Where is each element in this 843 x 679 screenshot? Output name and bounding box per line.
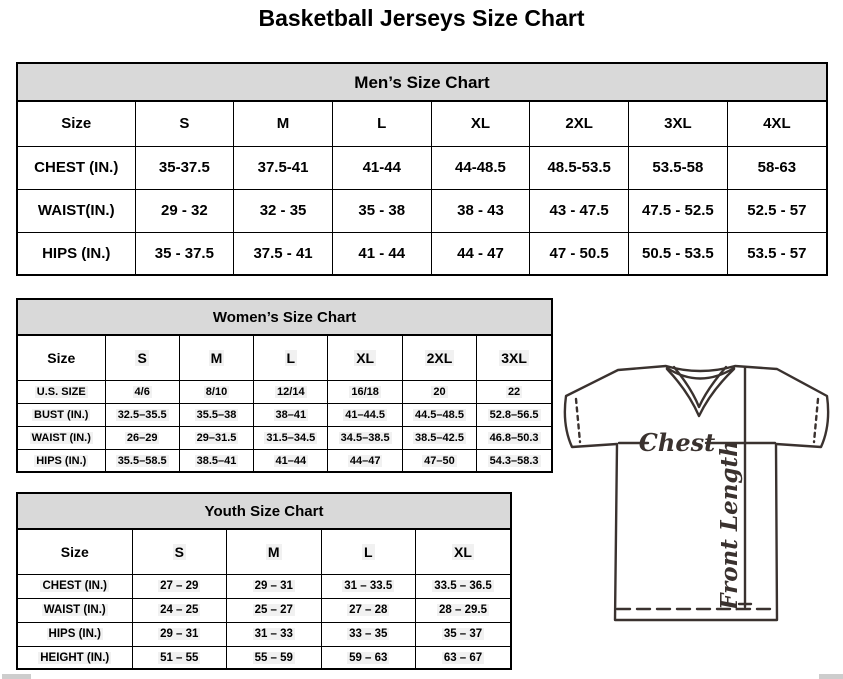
size-value-cell: 38.5–42.5 xyxy=(402,426,476,449)
column-header: 3XL xyxy=(629,102,728,146)
size-column-header: Size xyxy=(18,102,135,146)
size-value-cell: 63 – 67 xyxy=(416,646,511,670)
size-value-cell: 47.5 - 52.5 xyxy=(629,189,728,232)
header-row xyxy=(18,530,510,574)
size-value-cell: 35.5–38 xyxy=(179,403,253,426)
row-label: WAIST (IN.) xyxy=(18,598,132,622)
size-value-cell: 46.8–50.3 xyxy=(477,426,551,449)
column-header: S xyxy=(105,336,179,380)
row-label: U.S. SIZE xyxy=(18,380,105,403)
size-value-cell: 24 – 25 xyxy=(132,598,227,622)
size-value-cell: 41–44 xyxy=(254,449,328,472)
jersey-outline xyxy=(565,366,828,620)
column-header: M xyxy=(227,530,322,574)
size-value-cell: 25 – 27 xyxy=(227,598,322,622)
size-value-cell: 4/6 xyxy=(105,380,179,403)
size-value-cell: 47–50 xyxy=(402,449,476,472)
size-value-cell: 58-63 xyxy=(727,146,826,189)
size-value-cell: 22 xyxy=(477,380,551,403)
column-header: XL xyxy=(416,530,511,574)
size-value-cell: 44-48.5 xyxy=(431,146,530,189)
table-row xyxy=(18,403,551,426)
size-value-cell: 37.5-41 xyxy=(234,146,333,189)
table-row xyxy=(18,449,551,472)
row-label: HEIGHT (IN.) xyxy=(18,646,132,670)
size-value-cell: 35 - 38 xyxy=(332,189,431,232)
size-value-cell: 33 – 35 xyxy=(321,622,416,646)
size-value-cell: 35.5–58.5 xyxy=(105,449,179,472)
column-header: 3XL xyxy=(477,336,551,380)
table-row xyxy=(18,426,551,449)
size-value-cell: 59 – 63 xyxy=(321,646,416,670)
size-value-cell: 41–44.5 xyxy=(328,403,402,426)
size-value-cell: 12/14 xyxy=(254,380,328,403)
row-label: WAIST (IN.) xyxy=(18,426,105,449)
size-value-cell: 44–47 xyxy=(328,449,402,472)
table-row xyxy=(18,232,826,275)
table-row xyxy=(18,380,551,403)
womens-chart-title: Women’s Size Chart xyxy=(18,300,551,336)
size-value-cell: 38.5–41 xyxy=(179,449,253,472)
size-value-cell: 31.5–34.5 xyxy=(254,426,328,449)
size-value-cell: 32 - 35 xyxy=(234,189,333,232)
column-header: L xyxy=(332,102,431,146)
column-header: 2XL xyxy=(530,102,629,146)
size-value-cell: 35 – 37 xyxy=(416,622,511,646)
size-value-cell: 31 – 33.5 xyxy=(321,574,416,598)
size-value-cell: 53.5 - 57 xyxy=(727,232,826,275)
row-label: HIPS (IN.) xyxy=(18,622,132,646)
column-header: XL xyxy=(328,336,402,380)
size-value-cell: 52.8–56.5 xyxy=(477,403,551,426)
size-column-header: Size xyxy=(18,336,105,380)
chest-label: Chest xyxy=(638,428,716,457)
column-header: XL xyxy=(431,102,530,146)
womens-size-table xyxy=(18,336,551,472)
size-value-cell: 29 - 32 xyxy=(135,189,234,232)
scrollbar-fragment-left[interactable] xyxy=(2,674,31,679)
scrollbar-fragment-right[interactable] xyxy=(819,674,843,679)
size-value-cell: 55 – 59 xyxy=(227,646,322,670)
column-header: M xyxy=(234,102,333,146)
size-value-cell: 53.5-58 xyxy=(629,146,728,189)
table-row xyxy=(18,574,510,598)
size-value-cell: 38 - 43 xyxy=(431,189,530,232)
youth-size-chart xyxy=(16,492,512,670)
size-value-cell: 44 - 47 xyxy=(431,232,530,275)
row-label: BUST (IN.) xyxy=(18,403,105,426)
table-row xyxy=(18,146,826,189)
size-value-cell: 8/10 xyxy=(179,380,253,403)
row-label: HIPS (IN.) xyxy=(18,449,105,472)
mens-size-chart xyxy=(16,62,828,276)
size-value-cell: 41 - 44 xyxy=(332,232,431,275)
front-length-label: Front Length xyxy=(716,440,743,610)
table-row xyxy=(18,189,826,232)
size-value-cell: 32.5–35.5 xyxy=(105,403,179,426)
table-row xyxy=(18,622,510,646)
header-row xyxy=(18,336,551,380)
size-value-cell: 51 – 55 xyxy=(132,646,227,670)
size-value-cell: 37.5 - 41 xyxy=(234,232,333,275)
page-title: Basketball Jerseys Size Chart xyxy=(258,5,585,31)
column-header: L xyxy=(321,530,416,574)
size-value-cell: 29–31.5 xyxy=(179,426,253,449)
size-value-cell: 35 - 37.5 xyxy=(135,232,234,275)
table-row xyxy=(18,646,510,670)
column-header: S xyxy=(135,102,234,146)
size-value-cell: 50.5 - 53.5 xyxy=(629,232,728,275)
size-value-cell: 44.5–48.5 xyxy=(402,403,476,426)
size-value-cell: 29 – 31 xyxy=(227,574,322,598)
size-value-cell: 47 - 50.5 xyxy=(530,232,629,275)
mens-chart-title: Men’s Size Chart xyxy=(18,64,826,102)
size-value-cell: 34.5–38.5 xyxy=(328,426,402,449)
size-value-cell: 16/18 xyxy=(328,380,402,403)
size-value-cell: 35-37.5 xyxy=(135,146,234,189)
size-value-cell: 26–29 xyxy=(105,426,179,449)
column-header: 4XL xyxy=(727,102,826,146)
size-value-cell: 33.5 – 36.5 xyxy=(416,574,511,598)
size-value-cell: 54.3–58.3 xyxy=(477,449,551,472)
size-value-cell: 41-44 xyxy=(332,146,431,189)
youth-size-table xyxy=(18,530,510,670)
size-value-cell: 31 – 33 xyxy=(227,622,322,646)
size-value-cell: 38–41 xyxy=(254,403,328,426)
size-value-cell: 20 xyxy=(402,380,476,403)
size-value-cell: 28 – 29.5 xyxy=(416,598,511,622)
size-value-cell: 27 – 29 xyxy=(132,574,227,598)
size-value-cell: 27 – 28 xyxy=(321,598,416,622)
row-label: HIPS (IN.) xyxy=(18,232,135,275)
size-column-header: Size xyxy=(18,530,132,574)
size-value-cell: 29 – 31 xyxy=(132,622,227,646)
size-value-cell: 43 - 47.5 xyxy=(530,189,629,232)
header-row xyxy=(18,102,826,146)
row-label: CHEST (IN.) xyxy=(18,146,135,189)
column-header: M xyxy=(179,336,253,380)
youth-chart-title: Youth Size Chart xyxy=(18,494,510,530)
jersey-measurement-diagram xyxy=(555,352,843,634)
row-label: WAIST(IN.) xyxy=(18,189,135,232)
mens-size-table xyxy=(18,102,826,275)
row-label: CHEST (IN.) xyxy=(18,574,132,598)
column-header: S xyxy=(132,530,227,574)
size-value-cell: 48.5-53.5 xyxy=(530,146,629,189)
womens-size-chart xyxy=(16,298,553,473)
size-value-cell: 52.5 - 57 xyxy=(727,189,826,232)
table-row xyxy=(18,598,510,622)
column-header: L xyxy=(254,336,328,380)
column-header: 2XL xyxy=(402,336,476,380)
